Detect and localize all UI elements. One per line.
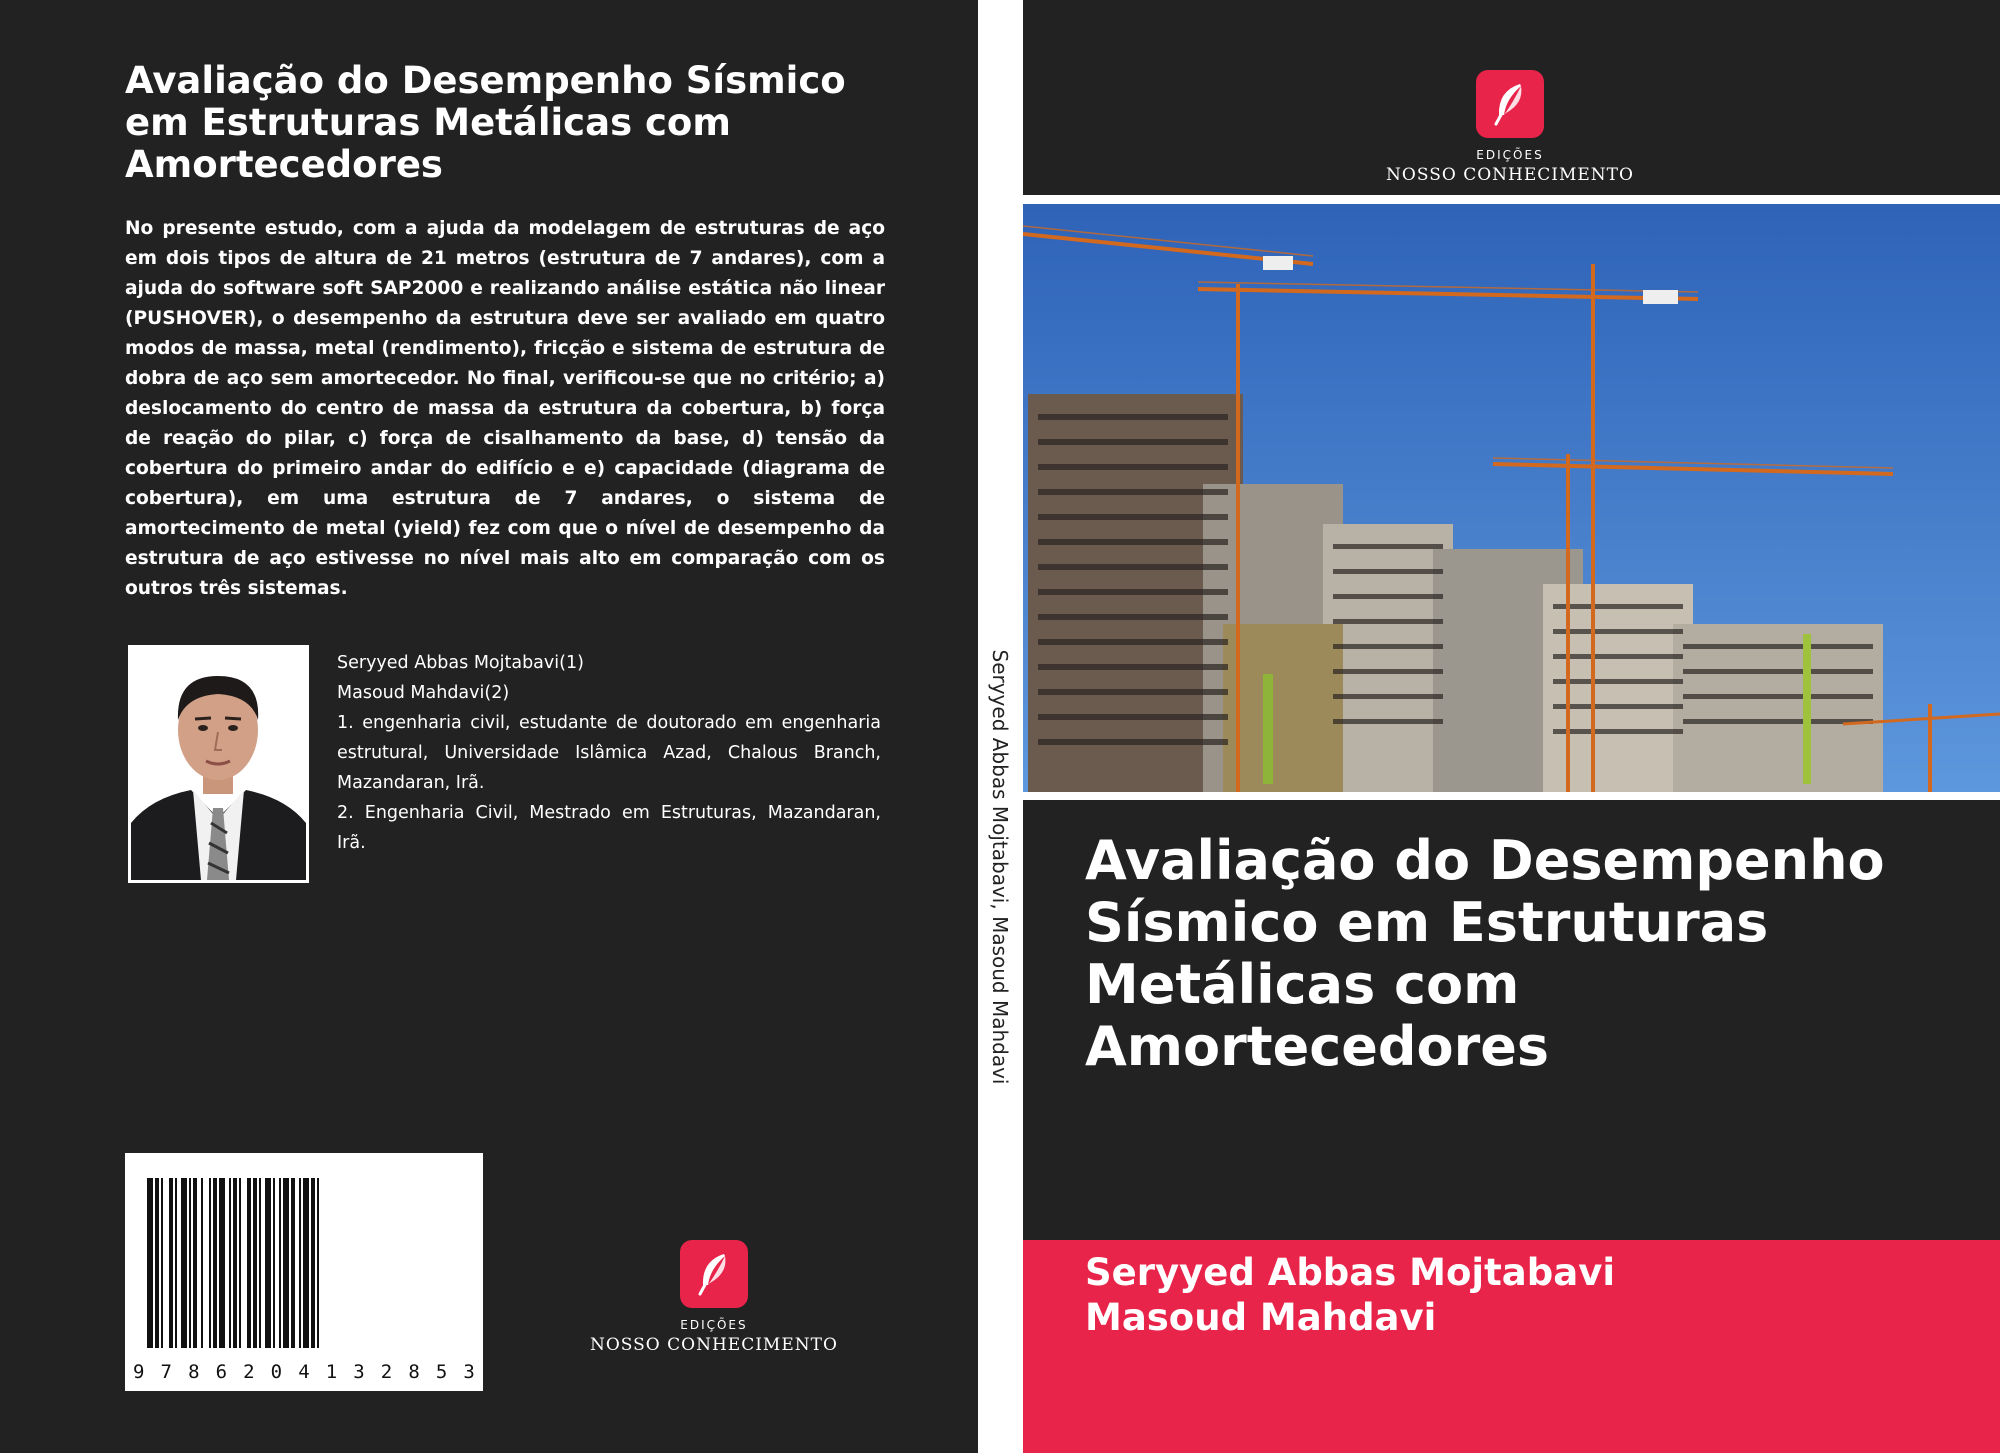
barcode-bar xyxy=(213,1178,217,1348)
barcode-bar xyxy=(317,1178,319,1348)
barcode-bars xyxy=(125,1153,483,1391)
barcode-digit: 4 xyxy=(298,1361,310,1383)
front-cover-title: Avaliação do Desempenho Sísmico em Estruturas Metálicas com Amortecedores xyxy=(1085,829,1885,1078)
barcode-bar xyxy=(299,1178,301,1348)
author-affiliation-1: 1. engenharia civil, estudante de doutorado em engenharia estrutural, Universidade Islâmica Azad, Chalous Branch, Mazandaran, Irã. xyxy=(337,713,881,793)
barcode-digit: 1 xyxy=(325,1361,338,1383)
barcode-digit: 0 xyxy=(270,1361,283,1383)
barcode-bar xyxy=(155,1178,159,1348)
barcode-bar xyxy=(265,1178,271,1348)
author-line-2: Masoud Mahdavi(2) xyxy=(337,683,510,703)
barcode-bar xyxy=(193,1178,197,1348)
cover-photo-construction xyxy=(1023,204,2000,792)
barcode-bar xyxy=(273,1178,275,1348)
front-cover-authors xyxy=(1085,1250,1965,1340)
barcode-bar xyxy=(247,1178,251,1348)
publisher-label-small: EDIÇÕES xyxy=(680,1318,748,1332)
front-cover-header xyxy=(1023,0,2000,195)
barcode-digit: 5 xyxy=(435,1361,448,1383)
author-photo xyxy=(128,645,309,883)
back-cover-title: Avaliação do Desempenho Sísmico em Estruturas Metálicas com Amortecedores xyxy=(125,59,846,186)
author-portrait-image xyxy=(131,648,306,880)
feather-icon xyxy=(1476,70,1544,138)
barcode-bar xyxy=(219,1178,225,1348)
barcode-digit: 7 xyxy=(160,1361,172,1383)
barcode-bar xyxy=(311,1178,315,1348)
barcode-bar xyxy=(233,1178,237,1348)
barcode-digit: 3 xyxy=(353,1361,365,1383)
construction-cranes-image xyxy=(1023,204,2000,792)
front-author-2: Masoud Mahdavi xyxy=(1085,1296,1437,1339)
author-bio xyxy=(337,648,881,858)
feather-icon xyxy=(680,1240,748,1308)
barcode-bar xyxy=(239,1178,241,1348)
publisher-label-large: NOSSO CONHECIMENTO xyxy=(590,1335,838,1355)
barcode-bar xyxy=(175,1178,177,1348)
publisher-logo-back xyxy=(590,1240,838,1355)
barcode-bar xyxy=(209,1178,211,1348)
barcode-bar xyxy=(169,1178,173,1348)
barcode-bar xyxy=(189,1178,191,1348)
barcode-bar xyxy=(303,1178,309,1348)
barcode-digit: 6 xyxy=(215,1361,228,1383)
barcode-bar xyxy=(229,1178,231,1348)
barcode-digit: 2 xyxy=(243,1361,255,1383)
barcode-bar xyxy=(161,1178,163,1348)
barcode-bar xyxy=(291,1178,295,1348)
isbn-barcode xyxy=(125,1153,483,1391)
author-line-1: Seryyed Abbas Mojtabavi(1) xyxy=(337,653,584,673)
barcode-bar xyxy=(279,1178,281,1348)
spine-authors: Seryyed Abbas Mojtabavi, Masoud Mahdavi xyxy=(988,649,1012,1085)
barcode-digit: 3 xyxy=(463,1361,475,1383)
back-cover-abstract: No presente estudo, com a ajuda da modelagem de estruturas de aço em dois tipos de altura de 21 metros (estrutura de 7 andares), com a ajuda do software soft SAP2000 e realizando análise estática não linear (PUSHOVER), o desempenho da estrutura deve ser avaliado em quatro modos de massa, metal (rendimento), fricção e sistema de estrutura de dobra de aço sem amortecedor. No final, verificou-se que no critério; a) deslocamento do centro de massa da estrutura da cobertura, b) força de reação do pilar, c) força de cisalhamento da base, d) tensão da cobertura do primeiro andar do edifício e e) capacidade (diagrama de cobertura), em uma estrutura de 7 andares, o sistema de amortecimento de metal (yield) fez com que o nível de desempenho da estrutura de aço estivesse no nível mais alto em comparação com os outros três sistemas. xyxy=(125,218,885,599)
barcode-digits xyxy=(133,1361,475,1383)
barcode-digit: 8 xyxy=(408,1361,420,1383)
back-cover xyxy=(0,0,978,1453)
barcode-bar xyxy=(147,1178,153,1348)
publisher-label-large: NOSSO CONHECIMENTO xyxy=(1386,165,1634,185)
publisher-logo-front xyxy=(1380,70,1640,185)
publisher-label-small: EDIÇÕES xyxy=(1476,148,1544,162)
barcode-bar xyxy=(181,1178,187,1348)
barcode-digit: 8 xyxy=(188,1361,200,1383)
barcode-bar xyxy=(253,1178,257,1348)
barcode-bar xyxy=(259,1178,261,1348)
author-affiliation-2: 2. Engenharia Civil, Mestrado em Estruturas, Mazandaran, Irã. xyxy=(337,803,881,853)
barcode-bar xyxy=(201,1178,203,1348)
barcode-digit: 2 xyxy=(380,1361,393,1383)
barcode-digit: 9 xyxy=(133,1361,145,1383)
barcode-bar xyxy=(283,1178,289,1348)
front-author-1: Seryyed Abbas Mojtabavi xyxy=(1085,1251,1615,1294)
